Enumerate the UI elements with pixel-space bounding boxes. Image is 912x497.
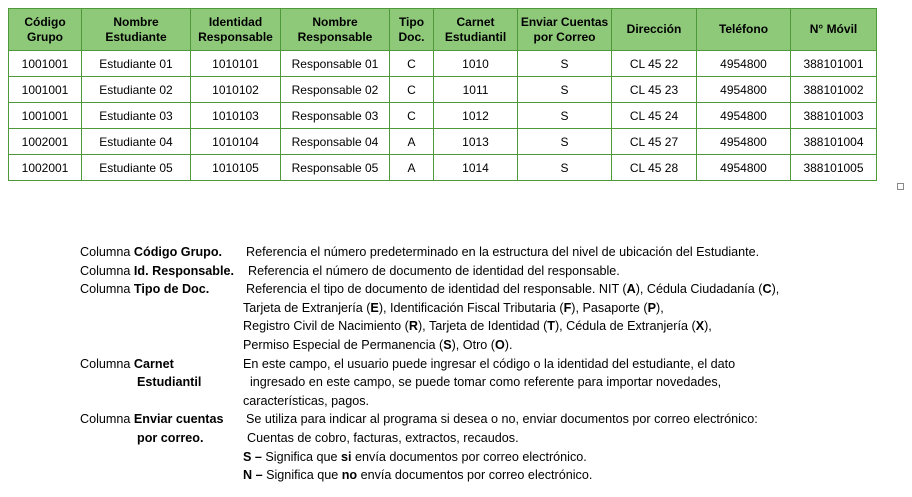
note-text: ingresado en este campo, se puede tomar como referente para importar novedades, [250, 375, 722, 390]
note-text: Permiso Especial de Permanencia (S), Otro (O). [243, 337, 513, 352]
cell-enviar-cuentas: S [518, 51, 612, 77]
cell-direccion: CL 45 24 [612, 103, 697, 129]
cell-direccion: CL 45 22 [612, 51, 697, 77]
note-text: características, pagos. [243, 393, 369, 408]
cell-tipo-doc: C [390, 103, 434, 129]
header-enviar-cuentas: Enviar Cuentas por Correo [518, 9, 612, 51]
cell-tipo-doc: A [390, 155, 434, 181]
note-text: N – Significa que no envía documentos por correo electrónico. [243, 468, 593, 483]
header-direccion: Dirección [612, 9, 697, 51]
cell-tipo-doc: A [390, 129, 434, 155]
cell-telefono: 4954800 [697, 77, 791, 103]
cell-nombre-estudiante: Estudiante 02 [82, 77, 191, 103]
cell-movil: 388101004 [791, 129, 877, 155]
cell-codigo-grupo: 1001001 [9, 51, 82, 77]
cell-tipo-doc: C [390, 51, 434, 77]
cell-telefono: 4954800 [697, 129, 791, 155]
note-text: Referencia el número predeterminado en la estructura del nivel de ubicación del Estudiante. [246, 245, 760, 259]
cell-codigo-grupo: 1002001 [9, 129, 82, 155]
note-prefix: Columna Id. Responsable. [80, 263, 234, 278]
note-text: Cuentas de cobro, facturas, extractos, recaudos. [247, 430, 519, 445]
cell-enviar-cuentas: S [518, 77, 612, 103]
table-resize-handle[interactable] [897, 183, 904, 190]
cell-movil: 388101005 [791, 155, 877, 181]
cell-identidad-responsable: 1010101 [191, 51, 281, 77]
note-text: S – Significa que si envía documentos por correo electrónico. [243, 449, 587, 464]
header-carnet-estudiantil: Carnet Estudiantil [434, 9, 518, 51]
cell-nombre-estudiante: Estudiante 04 [82, 129, 191, 155]
cell-nombre-estudiante: Estudiante 01 [82, 51, 191, 77]
table-row [9, 129, 877, 155]
header-nombre-estudiante: Nombre Estudiante [82, 9, 191, 51]
note-label-cont: por correo. [137, 430, 204, 445]
note-text: Referencia el tipo de documento de identidad del responsable. NIT (A), Cédula Ciudadanía (C), [246, 282, 780, 297]
cell-direccion: CL 45 28 [612, 155, 697, 181]
header-identidad-responsable: Identidad Responsable [191, 9, 281, 51]
table-row [9, 51, 877, 77]
header-telefono: Teléfono [697, 9, 791, 51]
cell-telefono: 4954800 [697, 103, 791, 129]
note-text: Registro Civil de Nacimiento (R), Tarjeta de Identidad (T), Cédula de Extranjería (X), [243, 319, 712, 334]
cell-enviar-cuentas: S [518, 155, 612, 181]
header-movil: N° Móvil [791, 9, 877, 51]
cell-nombre-responsable: Responsable 05 [281, 155, 390, 181]
cell-identidad-responsable: 1010105 [191, 155, 281, 181]
note-text: Se utiliza para indicar al programa si desea o no, enviar documentos por correo electrónico: [246, 412, 758, 427]
note-text: Tarjeta de Extranjería (E), Identificación Fiscal Tributaria (F), Pasaporte (P), [243, 300, 664, 315]
cell-telefono: 4954800 [697, 155, 791, 181]
note-prefix: Columna Enviar cuentas [80, 412, 224, 427]
cell-movil: 388101003 [791, 103, 877, 129]
note-prefix: Columna Carnet [80, 356, 174, 371]
cell-identidad-responsable: 1010104 [191, 129, 281, 155]
table-row [9, 155, 877, 181]
cell-nombre-responsable: Responsable 03 [281, 103, 390, 129]
cell-direccion: CL 45 27 [612, 129, 697, 155]
table-row [9, 77, 877, 103]
cell-telefono: 4954800 [697, 51, 791, 77]
cell-carnet-estudiantil: 1012 [434, 103, 518, 129]
cell-carnet-estudiantil: 1013 [434, 129, 518, 155]
cell-identidad-responsable: 1010103 [191, 103, 281, 129]
cell-nombre-responsable: Responsable 04 [281, 129, 390, 155]
note-label-cont: Estudiantil [137, 375, 202, 390]
header-tipo-doc: Tipo Doc. [390, 9, 434, 51]
cell-carnet-estudiantil: 1011 [434, 77, 518, 103]
cell-codigo-grupo: 1002001 [9, 155, 82, 181]
cell-enviar-cuentas: S [518, 129, 612, 155]
cell-codigo-grupo: 1001001 [9, 103, 82, 129]
cell-movil: 388101002 [791, 77, 877, 103]
header-codigo-grupo: Código Grupo [9, 9, 82, 51]
cell-nombre-estudiante: Estudiante 05 [82, 155, 191, 181]
table-header-row [9, 9, 877, 51]
cell-carnet-estudiantil: 1014 [434, 155, 518, 181]
note-prefix: Columna Código Grupo. [80, 245, 223, 259]
cell-enviar-cuentas: S [518, 103, 612, 129]
note-text: Referencia el número de documento de identidad del responsable. [248, 263, 620, 278]
note-text: En este campo, el usuario puede ingresar el código o la identidad del estudiante, el dato [243, 356, 736, 371]
cell-nombre-responsable: Responsable 02 [281, 77, 390, 103]
cell-direccion: CL 45 23 [612, 77, 697, 103]
note-prefix: Columna Tipo de Doc. [80, 282, 210, 297]
table-row [9, 103, 877, 129]
cell-carnet-estudiantil: 1010 [434, 51, 518, 77]
header-nombre-responsable: Nombre Responsable [281, 9, 390, 51]
cell-movil: 388101001 [791, 51, 877, 77]
cell-codigo-grupo: 1001001 [9, 77, 82, 103]
students-table [8, 8, 877, 181]
cell-nombre-estudiante: Estudiante 03 [82, 103, 191, 129]
cell-identidad-responsable: 1010102 [191, 77, 281, 103]
cell-tipo-doc: C [390, 77, 434, 103]
cell-nombre-responsable: Responsable 01 [281, 51, 390, 77]
